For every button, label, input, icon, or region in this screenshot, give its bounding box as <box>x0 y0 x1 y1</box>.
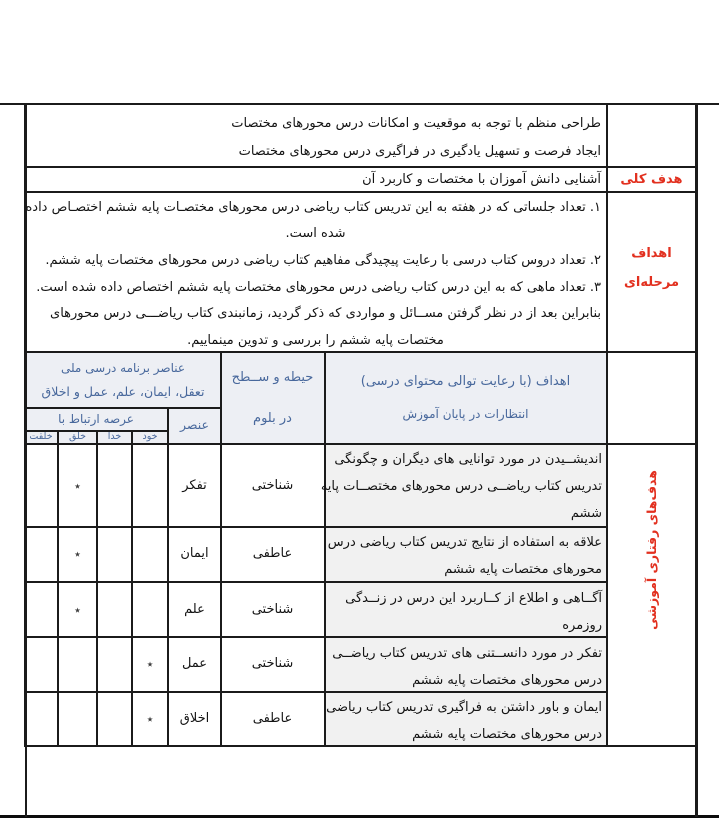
header-bloom: در بلوم <box>253 411 292 426</box>
behavioral-goal-description <box>326 694 602 748</box>
scope-column-khoda: خدا <box>107 431 122 442</box>
objective-line: ۲. تعداد دروس کتاب درسی با رعایت پیچیدگی مفاهیم کتاب ریاضی درس محورهای مختصات پایه ششم. <box>45 253 601 268</box>
bloom-domain-cell: شناختی <box>251 478 294 493</box>
bloom-domain-cell: شناختی <box>251 656 294 671</box>
description-line: ایمان و باور داشتن به فراگیری تدریس کتاب ریاضی <box>326 700 602 715</box>
page-bottom-line <box>0 815 719 818</box>
header-national-elements: عناصر برنامه درسی ملی <box>60 361 186 375</box>
scope-mark-cell: ٭ <box>74 603 81 617</box>
objective-line: بنابراین بعد از در نظر گرفتن مســائل و مواردی که ذکر گردید، زمانبندی کتاب ریاضـــی درس محورهای <box>50 306 601 321</box>
objective-line: مختصات پایه ششم را بررسی و تدوین مینماییم. <box>187 333 444 348</box>
bloom-domain-cell: شناختی <box>251 602 294 617</box>
page-frame-line <box>25 745 27 817</box>
scope-column-khod: خود <box>142 431 158 442</box>
goal-row-label: هدف کلی <box>620 172 683 187</box>
behavioral-goal-description <box>330 640 602 694</box>
intro-line: ایجاد فرصت و تسهیل یادگیری در فراگیری درس محورهای مختصات <box>238 144 601 159</box>
scope-mark-cell: ٭ <box>74 547 81 561</box>
description-line: روزمره <box>562 618 602 633</box>
objectives-row-label: مرحله‌ای <box>623 275 680 290</box>
element-cell: عمل <box>181 656 208 671</box>
description-line: محورهای مختصات پایه ششم <box>444 562 602 577</box>
objective-line: ۱. تعداد جلساتی که در هفته به این تدریس کتاب ریاضی درس محورهای مختصـات پایه ششم اختصـاص داده <box>25 200 601 215</box>
header-element: عنصر <box>180 417 209 432</box>
description-line: اندیشــیدن در مورد توانایی های دیگران و چگونگی <box>334 452 602 467</box>
description-line: تفکر در مورد دانســتنی های تدریس کتاب ریاضــی <box>332 646 602 661</box>
objectives-row-label: اهداف <box>631 246 672 261</box>
scope-mark-cell: ٭ <box>146 657 154 671</box>
table-grid-line <box>167 407 169 747</box>
scope-mark-cell: ٭ <box>146 712 154 726</box>
header-goals: انتظارات در پایان آموزش <box>402 407 529 421</box>
table-grid-line <box>0 103 719 105</box>
goal-row-text: آشنایی دانش آموزان با مختصات و کاربرد آن <box>362 172 601 187</box>
description-line: ششم <box>570 506 602 521</box>
table-grid-line <box>131 430 133 747</box>
element-cell: تفکر <box>182 478 207 493</box>
header-national-elements: تعقل، ایمان، علم، عمل و اخلاق <box>41 384 205 399</box>
element-cell: علم <box>184 602 205 617</box>
bloom-domain-cell: عاطفی <box>252 711 293 726</box>
scope-column-khelqat: خلقت <box>29 431 53 442</box>
description-line: درس محورهای مختصات پایه ششم <box>412 673 602 688</box>
table-grid-line <box>24 443 698 445</box>
description-line: آگــاهی و اطلاع از کــاربرد این درس در زنــدگی <box>345 591 602 606</box>
intro-line: طراحی منظم با توجه به موقعیت و امکانات درس محورهای مختصات <box>231 116 601 131</box>
behavioral-goal-description <box>320 446 602 527</box>
description-line: علاقه به استفاده از نتایج تدریس کتاب ریاضی درس <box>327 535 602 550</box>
header-relation-scope: عرصه ارتباط با <box>58 412 134 426</box>
bloom-domain-cell: عاطفی <box>252 546 293 561</box>
page-frame-line <box>695 103 698 817</box>
objective-line: ۳. تعداد ماهی که به این درس کتاب ریاضی درس محورهای مختصات پایه ششم اختصاص داده شده است. <box>36 280 601 295</box>
header-bloom: حیطه و ســطح <box>231 370 314 385</box>
behavioral-goal-description <box>330 585 602 639</box>
scope-column-khalq: خلق <box>69 431 86 442</box>
scope-mark-cell: ٭ <box>74 479 81 493</box>
objective-line: شده است. <box>285 226 346 241</box>
behavioral-goals-side-label: هدف‌های رفتاری آموزشی <box>644 470 659 630</box>
header-goals: اهداف (با رعایت توالی محتوای درسی) <box>360 374 571 389</box>
behavioral-goal-description <box>327 529 602 583</box>
description-line: درس محورهای مختصات پایه ششم <box>412 727 602 742</box>
table-grid-line <box>606 103 608 747</box>
element-cell: اخلاق <box>179 711 210 726</box>
description-line: تدریس کتاب ریاضــی درس محورهای مختصــات پایه <box>320 479 602 494</box>
element-cell: ایمان <box>180 546 209 561</box>
